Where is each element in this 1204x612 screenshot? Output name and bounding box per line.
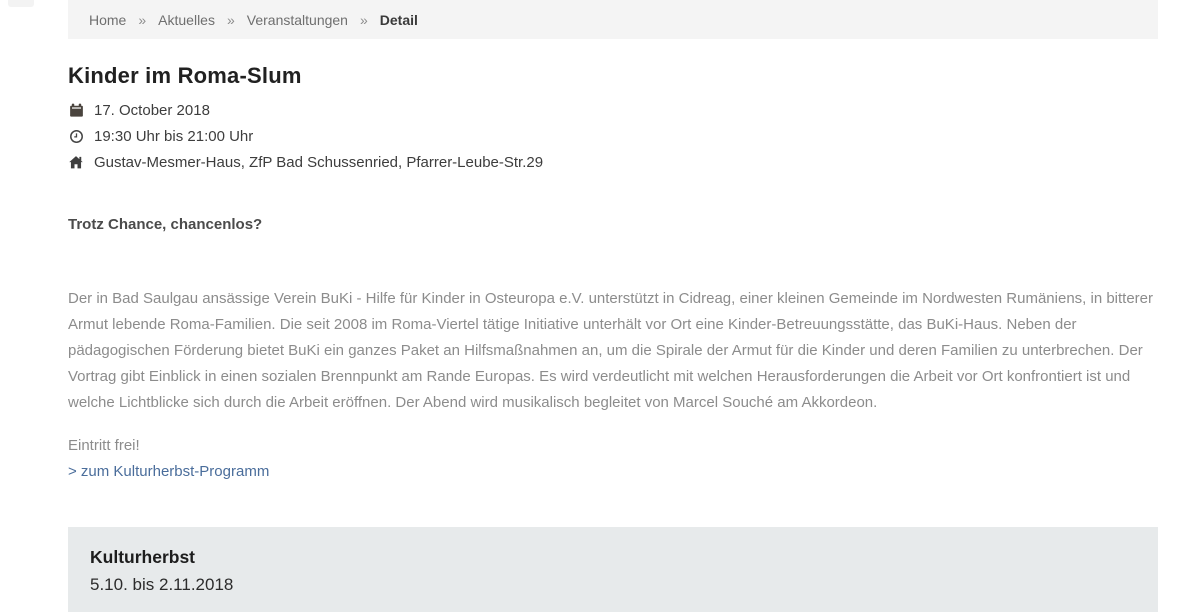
page-title: Kinder im Roma-Slum bbox=[68, 63, 302, 88]
event-date-row bbox=[68, 97, 1158, 123]
breadcrumb-separator-icon: » bbox=[226, 11, 235, 28]
event-description: Der in Bad Saulgau ansässige Verein BuKi - Hilfe für Kinder in Osteuropa e.V. unterstützt in Cidreag, einer kleinen Gemeinde im Nordwesten Rumäniens, in bitterer Armut lebende Roma-Familien. Die seit 2008 im Roma-Viertel tätige Initiative unterhält vor Ort eine Kinder-Betreuungsstätte, das BuKi-Haus. Neben der pädagogischen Förderung bietet BuKi ein ganzes Paket an Hilfsmaßnahmen an, um die Spirale der Armut für die Kinder und deren Familien zu unterbrechen. Der Vortrag gibt Einblick in einen sozialen Brennpunkt am Rande Europas. Es wird verdeutlicht mit welchen Herausforderungen die Arbeit vor Ort konfrontiert ist und welche Lichtblicke sich durch die Arbeit eröffnen. Der Abend wird musikalisch begleitet von Marcel Souché am Akkordeon. bbox=[68, 290, 1154, 411]
breadcrumb-separator-icon: » bbox=[359, 11, 368, 28]
admission-text: Eintritt frei! bbox=[68, 437, 140, 454]
event-detail bbox=[68, 63, 1158, 485]
event-time: 19:30 Uhr bis 21:00 Uhr bbox=[94, 127, 254, 145]
event-time-row bbox=[68, 123, 1158, 149]
kulturherbst-info-box bbox=[68, 527, 1158, 612]
breadcrumb-current-page: Detail bbox=[379, 11, 418, 28]
info-box-date-range: 5.10. bis 2.11.2018 bbox=[90, 575, 234, 594]
top-left-artifact bbox=[8, 0, 34, 7]
event-date: 17. October 2018 bbox=[94, 101, 210, 119]
kulturherbst-program-link[interactable]: > zum Kulturherbst-Programm bbox=[68, 463, 270, 480]
breadcrumb bbox=[68, 0, 1158, 39]
event-subheading: Trotz Chance, chancenlos? bbox=[68, 216, 263, 233]
calendar-icon bbox=[68, 102, 84, 118]
event-meta bbox=[68, 97, 1158, 175]
event-location-row bbox=[68, 149, 1158, 175]
breadcrumb-item-veranstaltungen[interactable]: Veranstaltungen bbox=[246, 11, 348, 28]
home-icon bbox=[68, 154, 84, 170]
info-box-title: Kulturherbst bbox=[90, 547, 195, 567]
breadcrumb-item-home[interactable]: Home bbox=[89, 11, 127, 28]
breadcrumb-item-aktuelles[interactable]: Aktuelles bbox=[158, 11, 215, 28]
event-location: Gustav-Mesmer-Haus, ZfP Bad Schussenried, Pfarrer-Leube-Str.29 bbox=[94, 153, 544, 171]
admission-block bbox=[68, 433, 1158, 485]
clock-icon bbox=[68, 128, 84, 144]
breadcrumb-separator-icon: » bbox=[138, 11, 147, 28]
